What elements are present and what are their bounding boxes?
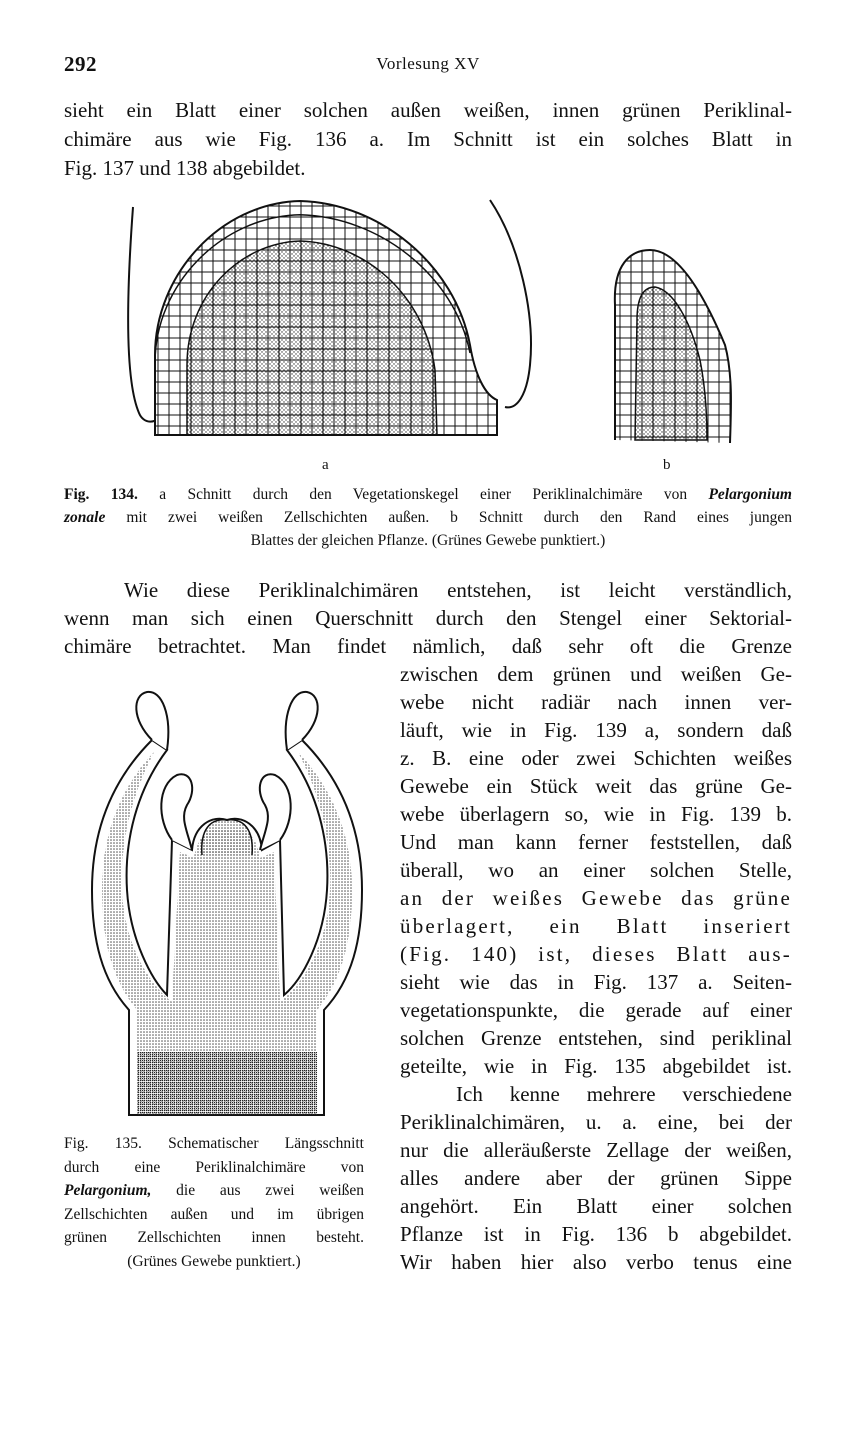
column-line-1: zwischen dem grünen und weißen Ge- xyxy=(400,662,792,686)
intro-line-3: Fig. 137 und 138 abgebildet. xyxy=(64,156,306,180)
paragraph-3-line-1: Ich kenne mehrere verschiedene xyxy=(456,1082,792,1106)
caption-135-species: Pelargonium, xyxy=(64,1182,152,1199)
column-line-10: überlagert, ein Blatt inseriert xyxy=(400,914,792,938)
column-line-9: an der weißes Gewebe das grüne xyxy=(400,886,792,910)
column-line-6: webe überlagern so, wie in Fig. 139 b. xyxy=(400,802,792,826)
figure-134-caption xyxy=(64,483,792,552)
caption-135-line-2: durch eine Periklinalchimäre von xyxy=(64,1158,364,1176)
column-line-13: vegetationspunkte, die gerade auf einer xyxy=(400,998,792,1022)
caption-134-species-2: zonale xyxy=(64,509,106,526)
caption-135-line-3 xyxy=(64,1179,364,1203)
figure-135-caption xyxy=(64,1132,364,1273)
paragraph-3-line-6: Pflanze ist in Fig. 136 b abgebildet. xyxy=(400,1222,792,1246)
intro-line-1: sieht ein Blatt einer solchen außen weißen, innen grünen Periklinal- xyxy=(64,98,792,122)
caption-134-line-1 xyxy=(64,483,792,506)
caption-135-text-3: die aus zwei weißen xyxy=(176,1182,365,1199)
paragraph-3-line-3: nur die alleräußerste Zellage der weißen, xyxy=(400,1138,792,1162)
figure-134-label-b: b xyxy=(663,457,671,473)
caption-134-species: Pelargonium xyxy=(708,486,792,503)
caption-134-text-2: mit zwei weißen Zellschichten außen. b Schnitt durch den Rand eines jungen xyxy=(126,509,792,526)
paragraph-3-line-2: Periklinalchimären, u. a. eine, bei der xyxy=(400,1110,792,1134)
column-line-15: geteilte, wie in Fig. 135 abgebildet ist. xyxy=(400,1054,792,1078)
figure-135-shoot-apex xyxy=(92,692,362,1115)
figure-134a-apex xyxy=(128,200,531,435)
caption-134-line-3: Blattes der gleichen Pflanze. (Grünes Gewebe punktiert.) xyxy=(250,532,606,549)
column-line-12: sieht wie das in Fig. 137 a. Seiten- xyxy=(400,970,792,994)
intro-line-2: chimäre aus wie Fig. 136 a. Im Schnitt ist ein solches Blatt in xyxy=(64,127,792,151)
column-line-14: solchen Grenze entstehen, sind periklinal xyxy=(400,1026,792,1050)
caption-135-line-5: grünen Zellschichten innen besteht. xyxy=(64,1229,364,1246)
figure-134b-leaf-margin xyxy=(615,250,731,443)
paragraph-3-line-5: angehört. Ein Blatt einer solchen xyxy=(400,1194,792,1218)
paragraph-3-line-4: alles andere aber der grünen Sippe xyxy=(400,1166,792,1190)
caption-134-label: Fig. 134. xyxy=(64,486,138,503)
column-line-2: webe nicht radiär nach innen ver- xyxy=(400,690,792,714)
column-line-4: z. B. eine oder zwei Schichten weißes xyxy=(400,746,792,770)
running-head: Vorlesung XV xyxy=(376,54,480,73)
column-line-11: (Fig. 140) ist, dieses Blatt aus- xyxy=(400,942,792,966)
caption-135-line-4: Zellschichten außen und im übrigen xyxy=(64,1205,364,1223)
caption-135-line-6: (Grünes Gewebe punktiert.) xyxy=(127,1252,301,1270)
figure-135-illustration xyxy=(62,680,370,1130)
column-line-5: Gewebe ein Stück weit das grüne Ge- xyxy=(400,774,792,798)
paragraph-2-line-2: wenn man sich einen Querschnitt durch den Stengel einer Sektorial- xyxy=(64,606,792,630)
caption-134-line-2 xyxy=(64,506,792,529)
paragraph-3-line-7: Wir haben hier also verbo tenus eine xyxy=(400,1250,792,1274)
caption-134-text-1: a Schnitt durch den Vegetationskegel einer Periklinalchimäre von xyxy=(159,486,688,503)
column-line-3: läuft, wie in Fig. 139 a, sondern daß xyxy=(400,718,792,742)
column-line-7: Und man kann ferner feststellen, daß xyxy=(400,830,792,854)
figure-134-illustration xyxy=(125,195,745,460)
page-header xyxy=(64,52,792,82)
page-number: 292 xyxy=(64,52,97,76)
figure-134-label-a: a xyxy=(322,457,329,473)
caption-135-line-1: Fig. 135. Schematischer Längsschnitt xyxy=(64,1135,364,1152)
column-line-8: überall, wo an einer solchen Stelle, xyxy=(400,858,792,882)
paragraph-2-line-3: chimäre betrachtet. Man findet nämlich, daß sehr oft die Grenze xyxy=(64,634,792,658)
paragraph-2-line-1: Wie diese Periklinalchimären entstehen, ist leicht verständlich, xyxy=(124,578,792,602)
